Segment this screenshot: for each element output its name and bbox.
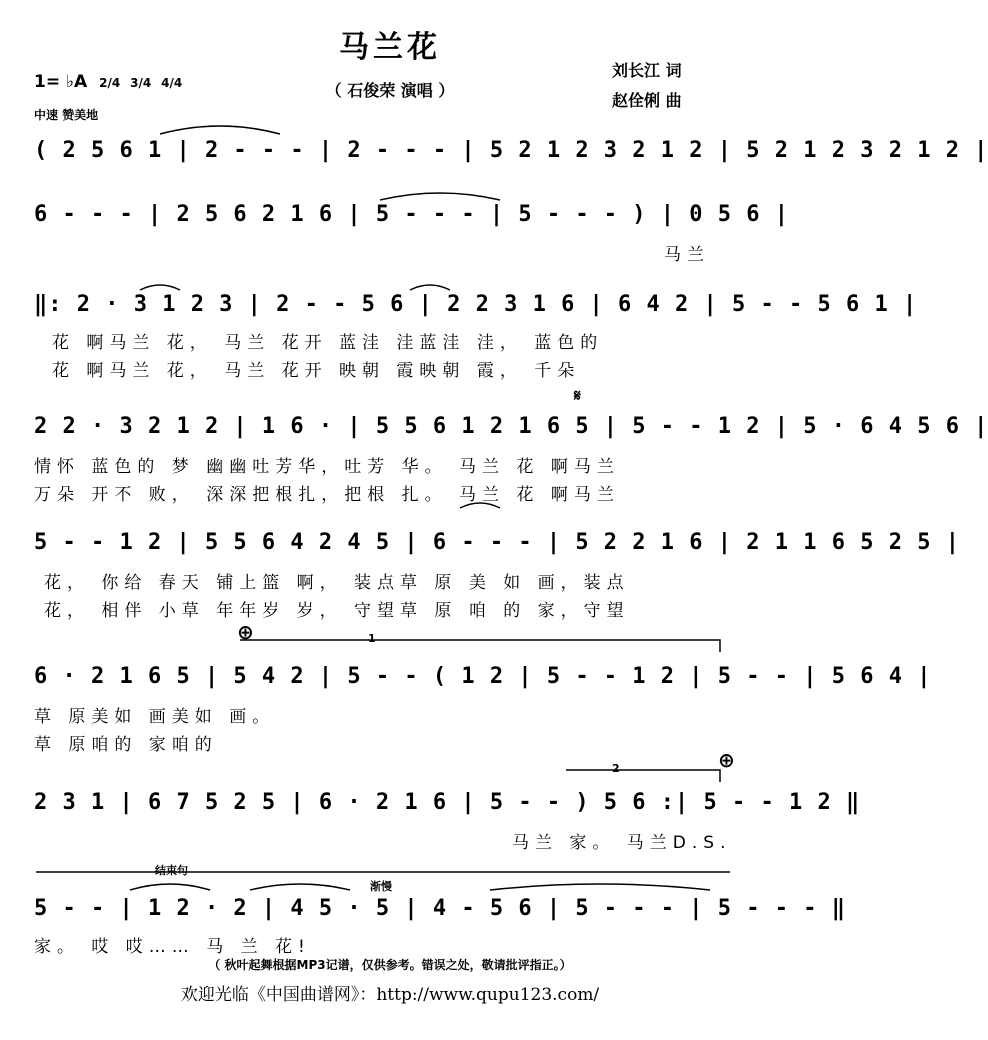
coda-sign-2: ⊕	[718, 748, 735, 772]
slur-8	[490, 884, 710, 890]
slowing-label: 渐慢	[370, 880, 392, 893]
lyrics-row-3-verse-2: 花 啊马兰 花， 马兰 花开 映朝 霞映朝 霞， 千朵	[52, 361, 581, 381]
lyrics-row-7: 马兰 家。 马兰D.S.	[512, 833, 732, 853]
lyrics-row-3-verse-1: 花 啊马兰 花， 马兰 花开 蓝洼 洼蓝洼 洼， 蓝色的	[52, 333, 604, 353]
site-link[interactable]: 欢迎光临《中国曲谱网》：http://www.qupu123.com/	[180, 985, 600, 1005]
time-signature-1: 2/4	[99, 76, 121, 90]
singer-credit: （ 石俊荣 演唱 ）	[325, 81, 455, 100]
tempo-marking: 中速 赞美地	[34, 108, 99, 122]
segno-sign: 𝄋	[574, 386, 581, 405]
volta-line-2	[566, 770, 720, 782]
ending-phrase-label: 结束句	[155, 864, 188, 877]
volta-number-1: 1	[368, 632, 376, 645]
score-row-7: 2 3 1 | 6 7 5 2 5 | 6 · 2 1 6 | 5 - - ) 5 6 :| 5 - - 1 2 ‖	[34, 790, 861, 815]
score-row-8: 5 - - | 1 2 · 2 | 4 5 · 5 | 4 - 5 6 | 5 - - - | 5 - - - ‖	[34, 896, 846, 921]
lyrics-row-5-verse-1: 花， 你给 春天 铺上篮 啊， 装点草 原 美 如 画，装点	[44, 573, 630, 593]
score-row-3: ‖: 2 · 3 1 2 3 | 2 - - 5 6 | 2 2 3 1 6 | 6 4 2 | 5 - - 5 6 1 |	[34, 292, 918, 317]
composer-credit: 赵佺俐 曲	[612, 91, 682, 110]
time-signature-2: 3/4	[130, 76, 152, 90]
lyrics-row-6-verse-2: 草 原咱的 家咱的	[34, 735, 218, 755]
time-signature-3: 4/4	[161, 76, 183, 90]
slur-3	[140, 285, 180, 290]
coda-sign-1: ⊕	[237, 620, 254, 644]
score-row-1: ( 2 5 6 1 | 2 - - - | 2 - - - | 5 2 1 2 3 2 1 2 | 5 2 1 2 3 2 1 2 |	[34, 138, 988, 163]
slur-4	[410, 285, 450, 290]
slur-7	[250, 884, 350, 890]
volta-number-2: 2	[612, 762, 620, 775]
lyricist-credit: 刘长江 词	[612, 61, 682, 80]
score-row-5: 5 - - 1 2 | 5 5 6 4 2 4 5 | 6 - - - | 5 2 2 1 6 | 2 1 1 6 5 2 5 |	[34, 530, 960, 555]
score-row-2: 6 - - - | 2 5 6 2 1 6 | 5 - - - | 5 - - - ) | 0 5 6 |	[34, 202, 789, 227]
volta-line-1	[240, 640, 720, 652]
score-row-4: 2 2 · 3 2 1 2 | 1 6 · | 5 5 6 1 2 1 6 5 | 5 - - 1 2 | 5 · 6 4 5 6 |	[34, 414, 988, 439]
score-row-6: 6 · 2 1 6 5 | 5 4 2 | 5 - - ( 1 2 | 5 - - 1 2 | 5 - - | 5 6 4 |	[34, 664, 932, 689]
lyrics-row-4-verse-1: 情怀 蓝色的 梦 幽幽吐芳华，吐芳 华。 马兰 花 啊马兰	[34, 457, 620, 477]
transcription-note: （ 秋叶起舞根据MP3记谱，仅供参考。错误之处，敬请批评指正。）	[208, 958, 572, 972]
slur-1	[160, 126, 280, 134]
lyrics-row-5-verse-2: 花， 相伴 小草 年年岁 岁， 守望草 原 咱 的 家，守望	[44, 601, 630, 621]
lyrics-row-4-verse-2: 万朵 开不 败， 深深把根扎，把根 扎。 马兰 花 啊马兰	[34, 485, 620, 505]
slur-2	[380, 193, 500, 200]
key-label: 1= ♭A	[34, 72, 88, 92]
lyrics-row-6-verse-1: 草 原美如 画美如 画。	[34, 707, 276, 727]
song-title: 马兰花	[339, 30, 441, 65]
lyrics-row-2: 马兰	[664, 245, 710, 265]
lyrics-row-8: 家。 哎 哎…… 马 兰 花!	[34, 937, 311, 957]
slur-6	[130, 884, 210, 890]
